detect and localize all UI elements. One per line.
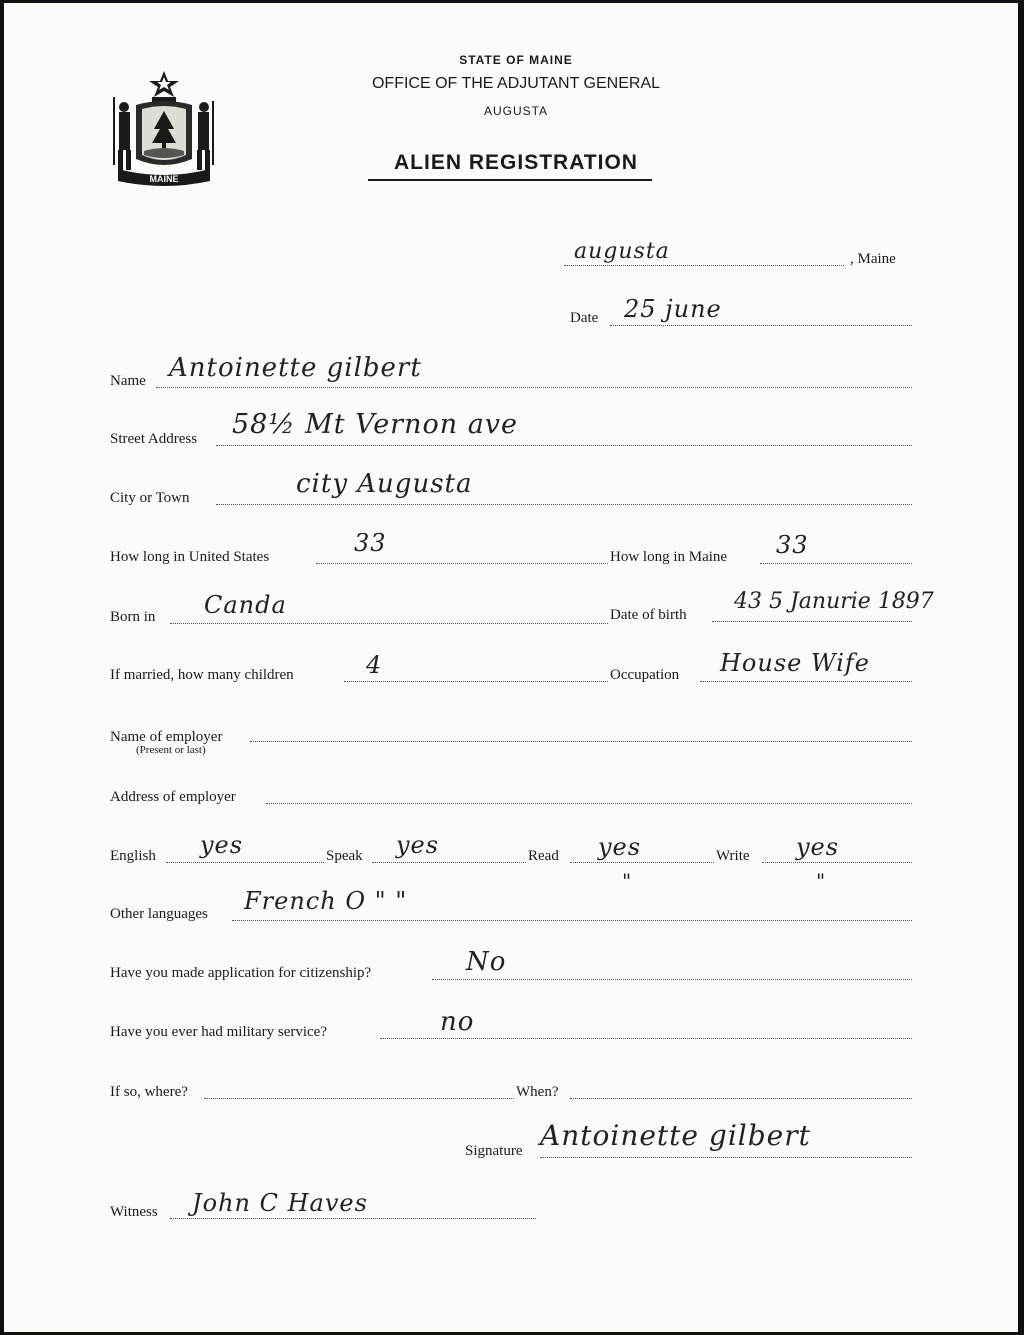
- years-us-field[interactable]: [316, 563, 608, 564]
- witness-value: John C Haves: [192, 1189, 368, 1217]
- write-label: Write: [716, 848, 750, 864]
- city-label: City or Town: [110, 490, 190, 506]
- occupation-field[interactable]: [700, 681, 912, 682]
- dob-field[interactable]: [712, 621, 912, 622]
- read-value: yes: [598, 833, 642, 861]
- city-field[interactable]: [216, 504, 912, 505]
- other-languages-label: Other languages: [110, 906, 208, 922]
- street-label: Street Address: [110, 431, 198, 447]
- dob-value: 43 5 Janurie 1897: [734, 589, 934, 614]
- place-value: augusta: [574, 239, 670, 264]
- place-field[interactable]: [564, 265, 844, 266]
- where-label: If so, where?: [110, 1084, 188, 1100]
- seal-text: MAINE: [149, 174, 179, 184]
- speak-label: Speak: [326, 848, 363, 864]
- employer-sublabel: (Present or last): [136, 744, 206, 756]
- name-label: Name: [110, 373, 146, 389]
- state-seal-icon: [108, 67, 220, 189]
- street-field[interactable]: [216, 445, 912, 446]
- date-label: Date: [570, 310, 599, 326]
- where-field[interactable]: [204, 1098, 514, 1099]
- title-underline: [368, 179, 652, 181]
- state-heading: STATE OF MAINE: [459, 53, 573, 67]
- dob-label: Date of birth: [610, 607, 687, 623]
- english-field[interactable]: [166, 862, 324, 863]
- other-languages-field[interactable]: [232, 920, 912, 921]
- english-value: yes: [200, 831, 244, 859]
- signature-label: Signature: [465, 1143, 523, 1159]
- occupation-label: Occupation: [610, 667, 680, 683]
- witness-label: Witness: [110, 1204, 158, 1220]
- english-label: English: [110, 848, 156, 864]
- military-label: Have you ever had military service?: [110, 1024, 327, 1040]
- form-sheet: [4, 3, 1018, 1332]
- witness-field[interactable]: [170, 1218, 536, 1219]
- when-label: When?: [516, 1084, 559, 1100]
- read-field[interactable]: [570, 862, 714, 863]
- write-field[interactable]: [762, 862, 912, 863]
- citizenship-field[interactable]: [432, 979, 912, 980]
- write-ditto-mark: ": [816, 869, 827, 893]
- citizenship-label: Have you made application for citizenship?: [110, 965, 372, 981]
- years-maine-value: 33: [776, 531, 809, 559]
- signature-field[interactable]: [540, 1157, 912, 1158]
- date-value: 25 june: [624, 295, 722, 323]
- speak-value: yes: [396, 831, 440, 859]
- form-title: ALIEN REGISTRATION: [394, 151, 638, 174]
- children-label: If married, how many children: [110, 667, 294, 683]
- years-us-value: 33: [354, 529, 387, 557]
- city-value: city Augusta: [296, 469, 473, 499]
- born-in-label: Born in: [110, 609, 156, 625]
- other-languages-value: French O " ": [244, 887, 408, 915]
- employer-label: Name of employer: [110, 729, 223, 745]
- read-ditto-mark: ": [622, 869, 633, 893]
- name-field[interactable]: [156, 387, 912, 388]
- name-value: Antoinette gilbert: [169, 353, 422, 383]
- write-value: yes: [796, 833, 840, 861]
- years-maine-field[interactable]: [760, 563, 912, 564]
- speak-field[interactable]: [372, 862, 526, 863]
- signature-value: Antoinette gilbert: [540, 1119, 811, 1152]
- when-field[interactable]: [570, 1098, 912, 1099]
- military-value: no: [440, 1007, 475, 1037]
- place-label: , Maine: [850, 251, 896, 267]
- born-in-field[interactable]: [170, 623, 608, 624]
- years-maine-label: How long in Maine: [610, 549, 728, 565]
- years-us-label: How long in United States: [110, 549, 270, 565]
- date-field[interactable]: [610, 325, 912, 326]
- born-in-value: Canda: [204, 591, 287, 619]
- employer-field[interactable]: [250, 741, 912, 742]
- military-field[interactable]: [380, 1038, 912, 1039]
- employer-address-label: Address of employer: [110, 789, 236, 805]
- street-value: 58½ Mt Vernon ave: [232, 409, 519, 440]
- employer-address-field[interactable]: [266, 803, 912, 804]
- read-label: Read: [528, 848, 559, 864]
- children-field[interactable]: [344, 681, 608, 682]
- children-value: 4: [366, 651, 383, 679]
- office-heading: OFFICE OF THE ADJUTANT GENERAL: [371, 75, 661, 92]
- citizenship-value: No: [466, 947, 507, 977]
- occupation-value: House Wife: [720, 649, 870, 677]
- city-heading: AUGUSTA: [483, 104, 549, 118]
